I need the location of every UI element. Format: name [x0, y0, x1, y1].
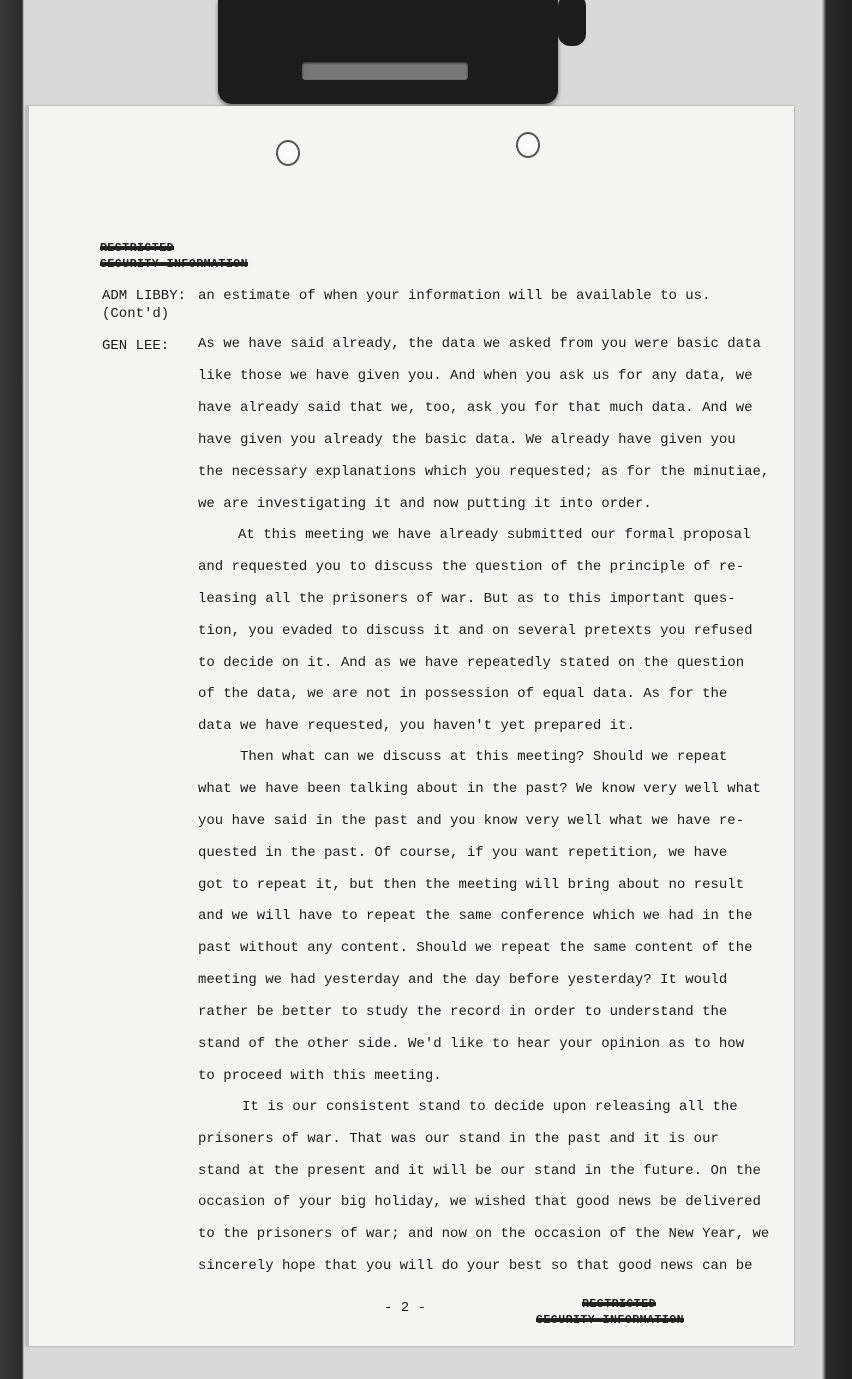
text-line: past without any content. Should we repeat the same content of the: [198, 940, 753, 956]
text-line: you have said in the past and you know very well what we have re-: [198, 813, 745, 829]
page-number: - 2 -: [384, 1300, 427, 1316]
text-line: prisoners of war. That was our stand in the past and it is our: [198, 1131, 719, 1147]
text-line: tion, you evaded to discuss it and on several pretexts you refused: [198, 623, 753, 639]
text-line: Then what can we discuss at this meeting? Should we repeat: [240, 749, 728, 765]
speaker-contd: (Cont'd): [102, 306, 170, 322]
text-line: of the data, we are not in possession of equal data. As for the: [198, 686, 728, 702]
text-line: leasing all the prisoners of war. But as to this important ques-: [198, 591, 736, 607]
punch-hole-right: [516, 132, 540, 158]
text-line: we are investigating it and now putting it into order.: [198, 496, 652, 512]
text-line: and requested you to discuss the question of the principle of re-: [198, 559, 745, 575]
text-line: occasion of your big holiday, we wished that good news be delivered: [198, 1194, 761, 1210]
text-line: an estimate of when your information will be available to us.: [198, 288, 711, 304]
speaker-gen-lee: GEN LEE:: [102, 338, 170, 354]
punch-hole-left: [276, 140, 300, 166]
text-line: to the prisoners of war; and now on the occasion of the New Year, we: [198, 1226, 770, 1242]
text-line: quested in the past. Of course, if you want repetition, we have: [198, 845, 728, 861]
text-line: It is our consistent stand to decide upon releasing all the: [242, 1099, 738, 1115]
binder-clip-plate: [302, 62, 468, 80]
page-edge: [26, 106, 29, 1346]
text-line: have already said that we, too, ask you for that much data. And we: [198, 400, 753, 416]
text-line: like those we have given you. And when you ask us for any data, we: [198, 368, 753, 384]
text-line: got to repeat it, but then the meeting will bring about no result: [198, 877, 745, 893]
text-line: sincerely hope that you will do your best so that good news can be: [198, 1258, 753, 1274]
text-line: the necessary explanations which you requested; as for the minutiae,: [198, 464, 770, 480]
text-line: to proceed with this meeting.: [198, 1068, 442, 1084]
text-line: have given you already the basic data. We already have given you: [198, 432, 736, 448]
text-line: As we have said already, the data we asked from you were basic data: [198, 336, 761, 352]
speaker-adm-libby: ADM LIBBY:: [102, 288, 187, 304]
text-line: stand of the other side. We'd like to hear your opinion as to how: [198, 1036, 745, 1052]
binder-clip-knob: [558, 0, 586, 46]
document-page: [26, 106, 794, 1346]
binder-clip: [218, 0, 558, 104]
text-line: what we have been talking about in the past? We know very well what: [198, 781, 761, 797]
text-line: At this meeting we have already submitted our formal proposal: [238, 527, 751, 543]
text-line: meeting we had yesterday and the day before yesterday? It would: [198, 972, 728, 988]
text-line: to decide on it. And as we have repeatedly stated on the question: [198, 655, 745, 671]
text-line: rather be better to study the record in order to understand the: [198, 1004, 728, 1020]
text-line: stand at the present and it will be our stand in the future. On the: [198, 1163, 761, 1179]
header-classification-restricted: RESTRICTED: [100, 242, 175, 255]
header-classification-security: SECURITY INFORMATION: [100, 258, 249, 271]
footer-classification-restricted: RESTRICTED: [582, 1298, 657, 1311]
text-line: and we will have to repeat the same conference which we had in the: [198, 908, 753, 924]
text-line: data we have requested, you haven't yet prepared it.: [198, 718, 635, 734]
footer-classification-security: SECURITY INFORMATION: [536, 1314, 685, 1327]
